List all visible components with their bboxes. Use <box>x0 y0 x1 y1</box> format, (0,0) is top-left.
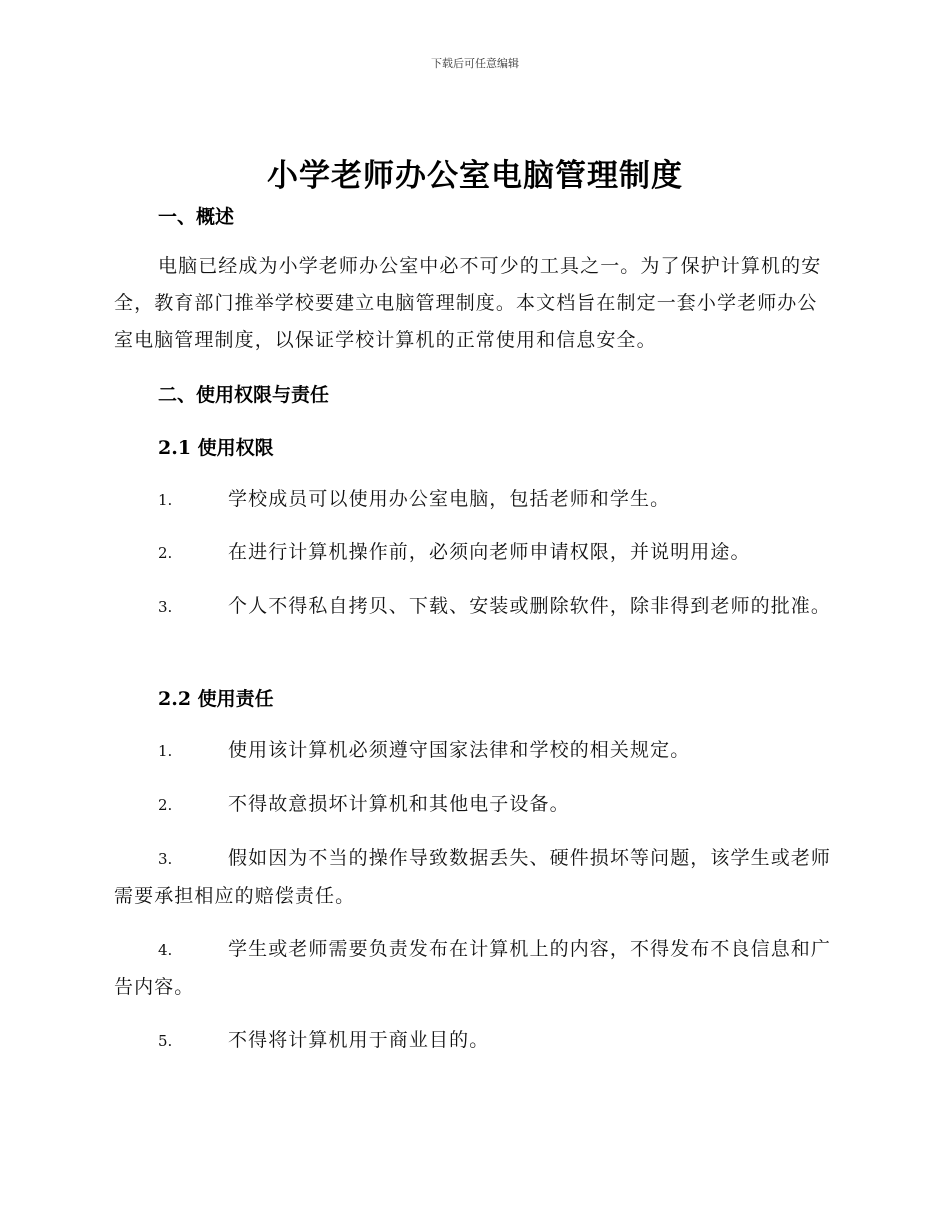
header-note: 下载后可任意编辑 <box>431 57 519 70</box>
overview-paragraph: 电脑已经成为小学老师办公室中必不可少的工具之一。为了保护计算机的安全，教育部门推举学校要建立电脑管理制度。本文档旨在制定一套小学老师办公室电脑管理制度，以保证学校计算机的正常使用和信息安全。 <box>114 255 822 351</box>
subsection-heading-permissions: 2.1 使用权限 <box>158 437 274 459</box>
list-item <box>114 588 834 626</box>
subsection-heading-responsibilities: 2.2 使用责任 <box>158 688 274 710</box>
list-item-number: 4. <box>158 941 173 959</box>
list-item-number: 1. <box>158 491 173 509</box>
list-item <box>114 931 834 1006</box>
list-item <box>114 1022 834 1060</box>
list-item-text: 在进行计算机操作前，必须向老师申请权限，并说明用途。 <box>228 541 751 563</box>
list-item-number: 5. <box>158 1032 173 1050</box>
list-item-text: 个人不得私自拷贝、下载、安装或删除软件，除非得到老师的批准。 <box>228 595 832 617</box>
list-item <box>114 786 834 824</box>
list-item <box>114 481 834 519</box>
list-item-number: 3. <box>158 598 173 616</box>
document-title: 小学老师办公室电脑管理制度 <box>267 158 683 194</box>
list-item-number: 2. <box>158 544 173 562</box>
list-item-number: 1. <box>158 742 173 760</box>
section-heading-permissions-responsibilities: 二、使用权限与责任 <box>158 384 330 406</box>
list-item-number: 2. <box>158 796 173 814</box>
list-item <box>114 732 834 770</box>
list-item-text: 学生或老师需要负责发布在计算机上的内容，不得发布不良信息和广告内容。 <box>114 938 832 998</box>
list-item-text: 学校成员可以使用办公室电脑，包括老师和学生。 <box>228 488 671 510</box>
list-item <box>114 840 834 915</box>
list-item-number: 3. <box>158 850 173 868</box>
list-item-text: 不得故意损坏计算机和其他电子设备。 <box>228 793 570 815</box>
list-item <box>114 534 834 572</box>
list-item-text: 使用该计算机必须遵守国家法律和学校的相关规定。 <box>228 739 691 761</box>
list-item-text: 假如因为不当的操作导致数据丢失、硬件损坏等问题，该学生或老师需要承担相应的赔偿责任。 <box>114 847 832 907</box>
section-heading-overview: 一、概述 <box>158 206 235 228</box>
list-item-text: 不得将计算机用于商业目的。 <box>228 1029 490 1051</box>
